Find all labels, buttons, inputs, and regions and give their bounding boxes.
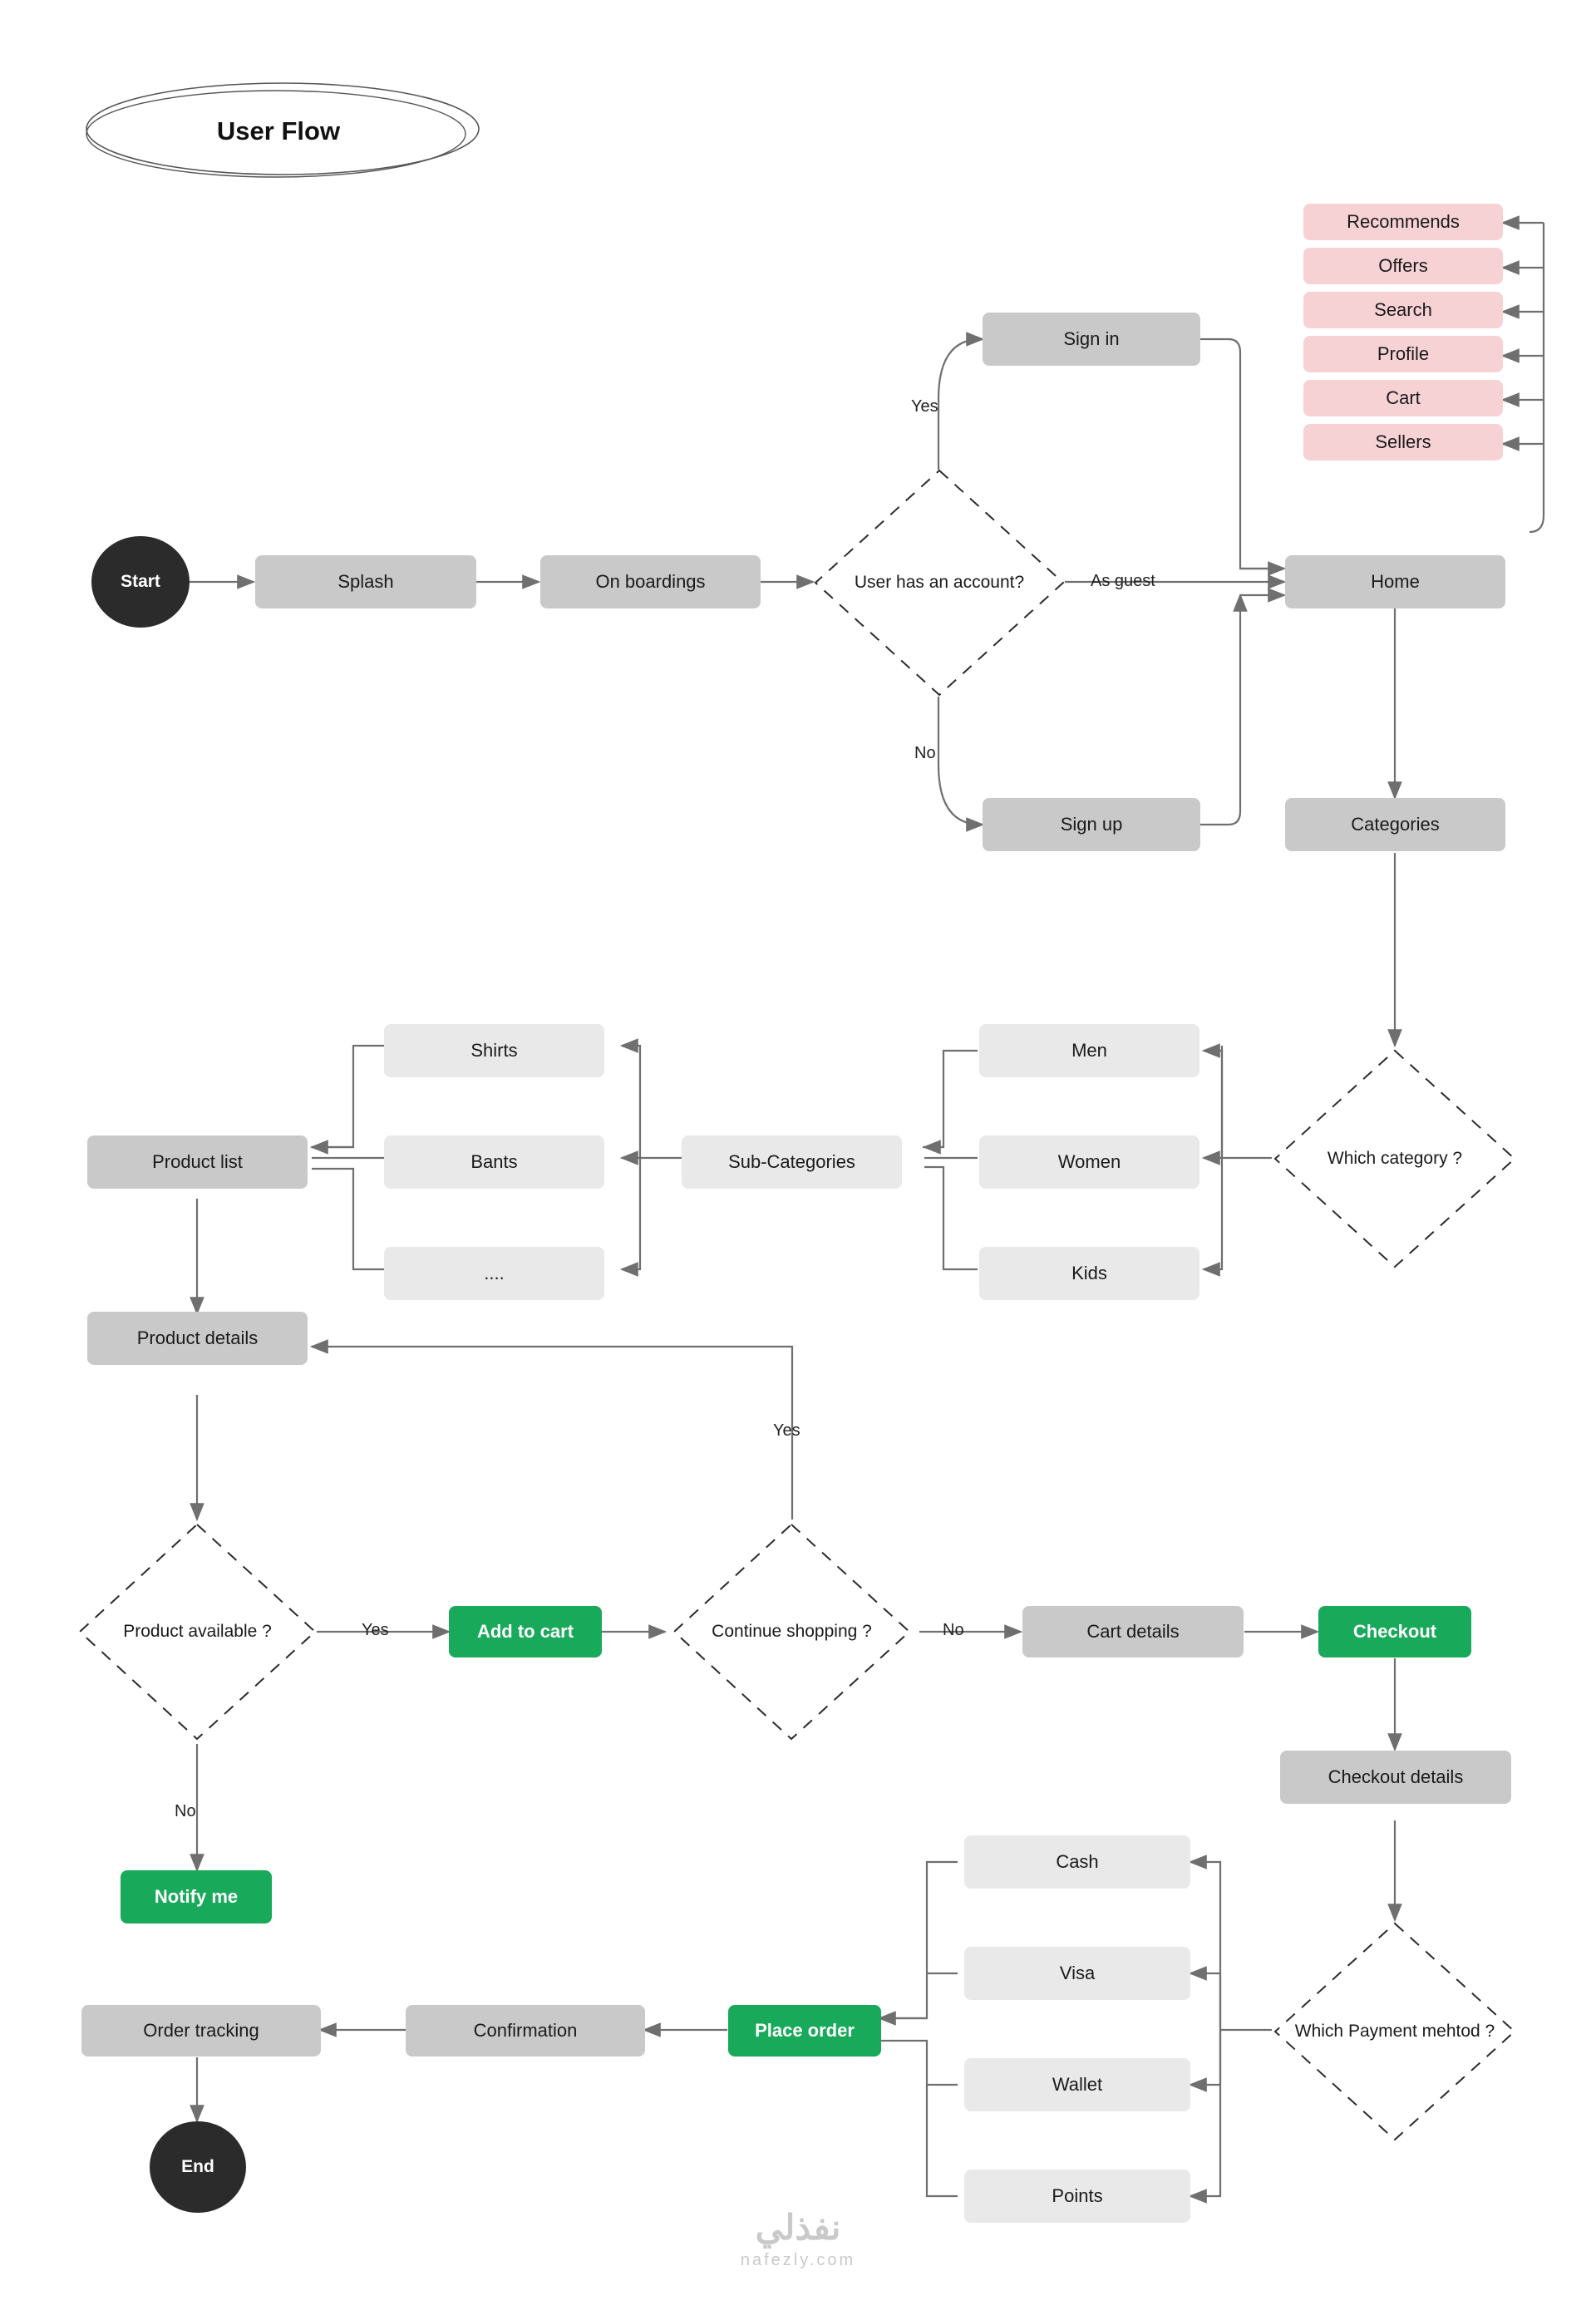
watermark-arabic: نفذلي <box>755 2208 841 2247</box>
menu-item-profile[interactable] <box>1303 336 1503 372</box>
node-confirmation[interactable] <box>406 2005 645 2056</box>
node-men[interactable] <box>979 1024 1199 1077</box>
node-wallet-label: Wallet <box>1052 2074 1103 2096</box>
node-splash[interactable] <box>255 555 476 608</box>
node-add-to-cart-label: Add to cart <box>476 1621 574 1643</box>
decision-which-payment-label: Which Payment mehtod ? <box>1294 2022 1495 2042</box>
node-order-tracking-label: Order tracking <box>143 2020 259 2042</box>
menu-item-recommends-label: Recommends <box>1347 211 1460 233</box>
decision-which-category[interactable] <box>1270 1046 1520 1272</box>
node-notify-me-label: Notify me <box>154 1886 239 1908</box>
edge-label-no-continue: No <box>943 1621 964 1639</box>
node-visa[interactable] <box>964 1947 1190 2000</box>
menu-item-sellers-label: Sellers <box>1375 431 1431 453</box>
node-product-list-label: Product list <box>152 1151 243 1173</box>
edge-label-yes-continue: Yes <box>773 1421 800 1440</box>
node-men-label: Men <box>1071 1040 1107 1061</box>
edge-label-as-guest: As guest <box>1091 572 1155 590</box>
node-kids-label: Kids <box>1071 1263 1107 1284</box>
node-order-tracking[interactable] <box>81 2005 321 2056</box>
edge-label-no-sign-up: No <box>914 744 936 762</box>
menu-item-recommends[interactable] <box>1303 204 1503 240</box>
node-checkout-details[interactable] <box>1280 1751 1511 1804</box>
node-kids[interactable] <box>979 1247 1199 1300</box>
node-etc[interactable] <box>384 1247 604 1300</box>
decision-which-category-label: Which category ? <box>1327 1149 1463 1169</box>
node-cash-label: Cash <box>1056 1851 1099 1873</box>
node-sign-in[interactable] <box>983 313 1200 366</box>
decision-product-available-label: Product available ? <box>123 1622 272 1642</box>
node-add-to-cart[interactable] <box>449 1606 602 1657</box>
menu-item-profile-label: Profile <box>1377 343 1430 365</box>
menu-item-cart-label: Cart <box>1386 387 1421 409</box>
node-shirts-label: Shirts <box>470 1040 518 1061</box>
node-start-label: Start <box>121 571 160 591</box>
watermark-latin: nafezly.com <box>740 2251 856 2269</box>
node-checkout[interactable] <box>1318 1606 1471 1657</box>
node-points-label: Points <box>1052 2185 1103 2207</box>
node-cart-details[interactable] <box>1022 1606 1244 1657</box>
node-splash-label: Splash <box>337 571 394 593</box>
edge-label-yes-available: Yes <box>362 1621 389 1639</box>
node-shirts[interactable] <box>384 1024 604 1077</box>
menu-item-offers-label: Offers <box>1378 255 1428 277</box>
node-bants[interactable] <box>384 1135 604 1189</box>
node-sign-in-label: Sign in <box>1063 328 1120 350</box>
node-categories[interactable] <box>1285 798 1505 851</box>
node-on-boardings-label: On boardings <box>595 571 706 593</box>
edge-label-no-available: No <box>175 1802 196 1820</box>
node-sub-categories[interactable] <box>682 1135 902 1189</box>
menu-item-sellers[interactable] <box>1303 424 1503 461</box>
decision-which-payment[interactable] <box>1270 1919 1520 2145</box>
decision-has-account[interactable] <box>810 465 1068 700</box>
node-cart-details-label: Cart details <box>1086 1621 1180 1643</box>
node-wallet[interactable] <box>964 2058 1190 2111</box>
node-visa-label: Visa <box>1059 1963 1096 1984</box>
node-sign-up[interactable] <box>983 798 1200 851</box>
node-checkout-details-label: Checkout details <box>1328 1766 1464 1788</box>
node-confirmation-label: Confirmation <box>473 2020 578 2042</box>
node-on-boardings[interactable] <box>540 555 761 608</box>
menu-item-search[interactable] <box>1303 292 1503 328</box>
node-product-list[interactable] <box>87 1135 308 1189</box>
node-categories-label: Categories <box>1351 814 1440 835</box>
menu-item-cart[interactable] <box>1303 380 1503 416</box>
node-place-order-label: Place order <box>755 2020 855 2042</box>
node-product-details[interactable] <box>87 1312 308 1365</box>
menu-item-offers[interactable] <box>1303 248 1503 284</box>
watermark <box>698 2207 898 2270</box>
node-sign-up-label: Sign up <box>1060 814 1123 835</box>
diagram-title <box>83 79 490 183</box>
node-end-label: End <box>181 2156 214 2176</box>
node-end[interactable] <box>150 2121 246 2213</box>
node-women-label: Women <box>1057 1151 1121 1173</box>
edge-label-yes-sign-in: Yes <box>911 397 938 416</box>
node-points[interactable] <box>964 2170 1190 2223</box>
page-title: User Flow <box>216 116 341 145</box>
node-start[interactable] <box>91 536 190 628</box>
node-home[interactable] <box>1285 555 1505 608</box>
node-bants-label: Bants <box>470 1151 518 1173</box>
node-etc-label: .... <box>484 1263 505 1284</box>
decision-has-account-label: User has an account? <box>854 573 1025 593</box>
node-sub-categories-label: Sub-Categories <box>728 1151 855 1173</box>
node-women[interactable] <box>979 1135 1199 1189</box>
node-cash[interactable] <box>964 1835 1190 1889</box>
node-place-order[interactable] <box>728 2005 881 2056</box>
node-product-details-label: Product details <box>136 1327 259 1349</box>
node-notify-me[interactable] <box>121 1870 272 1923</box>
decision-continue-shopping[interactable] <box>669 1520 914 1744</box>
node-checkout-label: Checkout <box>1352 1621 1437 1643</box>
decision-product-available[interactable] <box>75 1520 320 1744</box>
decision-continue-shopping-label: Continue shopping ? <box>712 1622 872 1642</box>
menu-item-search-label: Search <box>1374 299 1432 321</box>
node-home-label: Home <box>1371 571 1420 593</box>
